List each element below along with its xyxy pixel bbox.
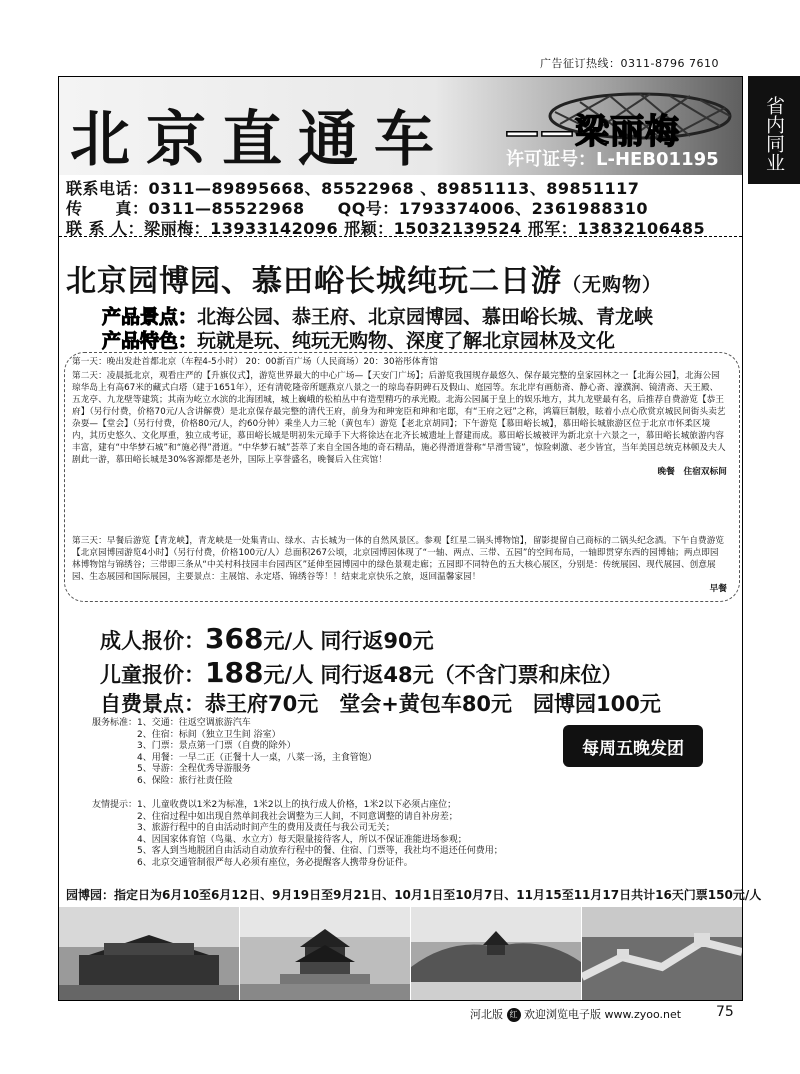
- product-features-label: 产品特色：: [102, 330, 198, 352]
- great-wall-photo: [582, 907, 742, 1000]
- side-tab-label: 省内同业: [748, 76, 800, 184]
- logo-agent-name: ——梁丽梅: [505, 112, 680, 152]
- friendly-tips: [92, 800, 503, 869]
- footer-slogan: 欢迎浏览电子版: [524, 1008, 601, 1021]
- ad-hotline: 广告征订热线：0311-8796 7610: [540, 57, 719, 70]
- product-features-value: 玩就是玩、纯玩无购物、深度了解北京园林及文化: [197, 330, 616, 352]
- itinerary-day2-text: 第二天：凌晨抵北京，观看庄严的【升旗仪式】，游览世界最大的中心广场—【天安门广场】；后游览我国规存最悠久、保存最完整的皇家园林之一【北海公园】，北海公园琼华岛上有高67米的藏式白塔（建于1651年），还有清乾隆帝所题燕京八景之一的琼岛春阴碑石及假山、庭园等。东北岸有画舫斋、静心斋、濠濮涧、镜清斋、天王殿、五龙亭、九龙壁等建筑；其南为屹立水滨的北海团城，城上巍峨的松柏丛中有造型精巧的承光殿。北海公园属于皇上的娱乐地方，其九龙壁最有名，后推荐自费游览【恭王府】（另行付费，价格70元/人含讲解费）是北京保存最完整的清代王府，前身为和珅宠臣和珅和宅邸，有“王府之冠”之称，鸿篇巨制般，眩着小点心欣赏京城民间街头卖艺杂耍—【堂会】（另行付费，价格80元/人，约60分钟）乘坐人力三轮（黄包车）游览【老北京胡同】；下午游览【慕田峪长城】，慕田峪长城旅游区位于北京市怀柔区境内，其历史悠久、文化厚重，独立成考证，慕田峪长城是明初朱元璋手下大将徐达在北齐长城遗址上督建而成。慕田峪长城被评为新北京十六景之一，慕田峪长城旅游内容丰富，建有“中华梦石城”和“施必得”滑道。“中华梦石城”荟萃了来自全国各地的奇石精品，施必得滑道誉称“早滑雪镜”，惊险刺激、老少皆宜，当年美国总统克林顿及夫人剧此一游，慕田峪长城是30%客源都是老外，国际上享誉盛名，晚餐后入住宾馆！: [72, 371, 726, 465]
- child-price-label: 儿童报价：: [100, 663, 205, 687]
- service-line: 6、保险：旅行社责任险: [92, 775, 233, 786]
- service-line: 2、住宿：标间（独立卫生间 浴室）: [92, 729, 281, 740]
- tour-title: [66, 256, 662, 300]
- contact-fax-qq: 传 真：0311—85522968 QQ号：1793374006、2361988310: [66, 199, 648, 218]
- red-logo-icon: 红: [507, 1008, 521, 1022]
- footer-credits: [470, 1006, 681, 1022]
- license-number: 许可证号：L-HEB01195: [506, 149, 719, 170]
- footer-edition: 河北版: [470, 1008, 503, 1021]
- product-spots-value: 北海公园、恭王府、北京园博园、慕田峪长城、青龙峡: [197, 306, 654, 328]
- itinerary-day3-meals: 早餐: [709, 584, 727, 594]
- tour-title-note: （无购物）: [562, 274, 663, 296]
- adult-price-unit: 元/人 同行返90元: [263, 629, 434, 653]
- itinerary-day1: 第一天：晚出发赴首都北京（车程4-5小时） 20：00新百广场（人民商场）20：30裕彤体育馆: [72, 357, 438, 367]
- child-price-value: 188: [205, 656, 264, 689]
- service-line: 服务标准：1、交通：往返空调旅游汽车: [92, 718, 251, 728]
- tip-line: 4、因国家体育馆（鸟巢、水立方）每天限量接待客人，所以不保证准能进场参观；: [92, 834, 467, 845]
- garden-expo-ticket-note: 园博园：指定日为6月10至6月12日、9月19日至9月21日、10月1日至10月7日、11月15至11月17日共计16天门票150元/人: [66, 888, 762, 902]
- section-divider: [59, 236, 742, 237]
- tip-line: 友情提示：1、儿童收费以1米2为标准，1米2以上的执行成人价格，1米2以下必须占座位；: [92, 800, 457, 810]
- selfpay-label: 自费景点：: [100, 692, 205, 716]
- tour-title-text: 北京园博园、慕田峪长城纯玩二日游: [66, 264, 562, 299]
- itinerary-day3: [72, 535, 727, 595]
- tip-line: 6、北京交通管制很严每人必须有座位，务必提醒客人携带身份证件。: [92, 857, 413, 868]
- service-line: 4、用餐：一早二正（正餐十人一桌，八菜一汤，主食管饱）: [92, 752, 377, 763]
- temple-of-heaven-photo: [240, 907, 410, 1000]
- tip-line: 2、住宿过程中如出现自然单间我社会调整为三人间，不同意调整的请自补房差；: [92, 811, 458, 822]
- selfpay-spots: [100, 688, 661, 718]
- itinerary-day3-text: 第三天：早餐后游览【青龙峡】，青龙峡是一处集青山、绿水、古长城为一体的自然风景区。参观【红星二锅头博物馆】，留影提留自己商标的二锅头纪念酒。下午自费游览【北京园博园游览4小时】（另行付费，价格100元/人）总面积267公顷，北京园博园体现了“一轴、两点、三带、五园”的空间布局，一轴即贯穿东西的园博轴；两点即园林博物馆与锦绣谷；三带即三条从“中关村科技园丰台园西区”延伸至园博园中的绿色景观走廊；五园即不同特色的五大核心展区，分别是：传统展园、现代展园、创意展园、生态展园和国际展园，主要景点：主展馆、永定塔、锦绣谷等！！结束北京快乐之旅，返回温馨家园！: [72, 536, 725, 582]
- adult-price: [100, 622, 434, 655]
- page-number: 75: [716, 1004, 734, 1020]
- tip-line: 5、客人到当地脱团自由活动自动放弃行程中的餐、住宿、门票等，我社均不退还任何费用；: [92, 846, 503, 856]
- contact-people: 联 系 人：梁丽梅：13933142096 邢颖：15032139524 邢军：13832106485: [66, 219, 706, 238]
- adult-price-value: 368: [205, 622, 264, 655]
- itinerary-day2-meals: 晚餐 住宿双标间: [657, 467, 727, 477]
- departure-badge: 每周五晚发团: [563, 725, 703, 767]
- child-price: [100, 656, 623, 689]
- itinerary-day2: [72, 370, 727, 478]
- product-spots: [102, 302, 653, 329]
- service-standards: [92, 718, 377, 787]
- service-line: 3、门票：景点第一门票（自费的除外）: [92, 741, 296, 751]
- summer-palace-photo: [411, 907, 581, 1000]
- service-line: 5、导游：全程优秀导游服务: [92, 764, 251, 774]
- contact-phone: 联系电话：0311—89895668、85522968 、89851113、89851117: [66, 179, 640, 198]
- product-features: [102, 326, 615, 353]
- footer-url[interactable]: www.zyoo.net: [604, 1008, 682, 1021]
- logo-title: 北京直通车: [70, 105, 450, 175]
- tip-line: 3、旅游行程中的自由活动时间产生的费用及责任与我公司无关；: [92, 823, 395, 833]
- selfpay-value: 恭王府70元 堂会+黄包车80元 园博园100元: [205, 692, 661, 716]
- product-spots-label: 产品景点：: [102, 306, 198, 328]
- child-price-unit: 元/人 同行返48元（不含门票和床位）: [263, 663, 623, 687]
- adult-price-label: 成人报价：: [100, 629, 205, 653]
- tiananmen-photo: [59, 907, 239, 1000]
